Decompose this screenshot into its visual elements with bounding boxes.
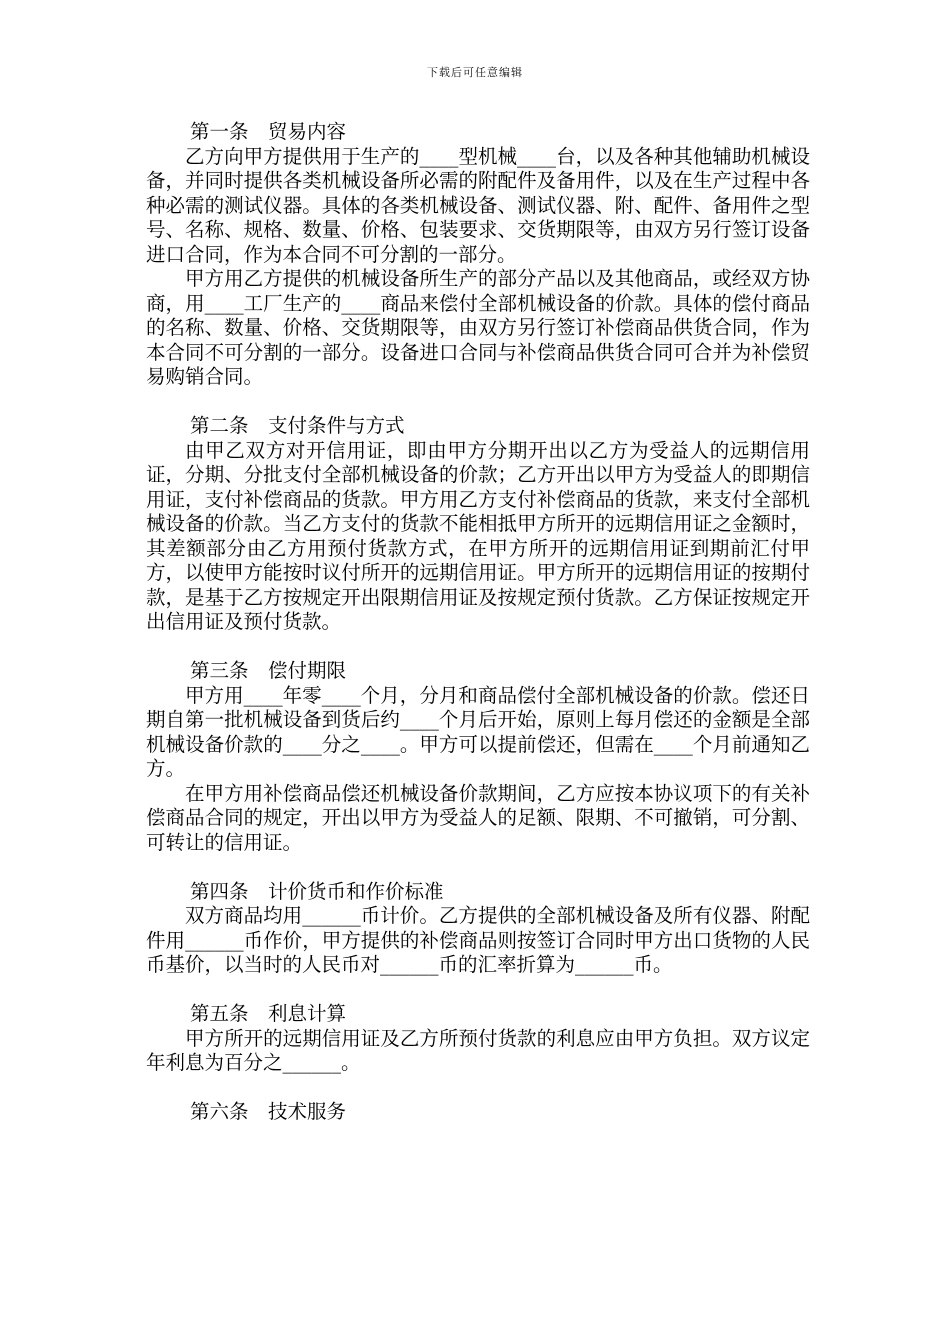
- article-heading: 第一条 贸易内容: [190, 120, 347, 143]
- article-3: [146, 659, 810, 855]
- article-paragraph: 由甲乙双方对开信用证，即由甲方分期开出以乙方为受益人的远期信用证，分期、分批支付全部机械设备的价款；乙方开出以甲方为受益人的即期信用证，支付补偿商品的货款。甲方用乙方支付补偿商品的货款，来支付全部机械设备的价款。当乙方支付的货款不能相抵甲方所开的远期信用证之金额时，其差额部分由乙方用预付货款方式，在甲方所开的远期信用证到期前汇付甲方，以使甲方能按时议付所开的远期信用证。甲方所开的远期信用证的按期付款，是基于乙方按规定开出限期信用证及按规定预付货款。乙方保证按规定开出信用证及预付货款。: [146, 438, 810, 633]
- article-heading: 第三条 偿付期限: [190, 659, 347, 682]
- spacer: [146, 855, 810, 880]
- article-paragraph: 双方商品均用______币计价。乙方提供的全部机械设备及所有仪器、附配件用______币作价，甲方提供的补偿商品则按签订合同时甲方出口货物的人民币基价，以当时的人民币对______币的汇率折算为______币。: [146, 904, 810, 976]
- article-2: [146, 414, 810, 635]
- article-heading: 第四条 计价货币和作价标准: [190, 879, 444, 903]
- spacer: [146, 978, 810, 1003]
- article-paragraph: 甲方用____年零____个月，分月和商品偿付全部机械设备的价款。偿还日期自第一批机械设备到货后约____个月后开始，原则上每月偿还的金额是全部机械设备价款的____分之____。甲方可以提前偿还，但需在____个月前通知乙方。: [146, 683, 810, 780]
- article-6: [146, 1100, 810, 1125]
- contract-body: [146, 120, 810, 1125]
- spacer: [146, 390, 810, 415]
- article-paragraph: 在甲方用补偿商品偿还机械设备价款期间，乙方应按本协议项下的有关补偿商品合同的规定，开出以甲方为受益人的足额、限期、不可撤销，可分割、可转让的信用证。: [146, 781, 810, 854]
- article-paragraph: 乙方向甲方提供用于生产的____型机械____台，以及各种其他辅助机械设备，并同时提供各类机械设备所必需的附配件及备用件，以及在生产过程中各种必需的测试仪器。具体的各类机械设备、测试仪器、附、配件、备用件之型号、名称、规格、数量、价格、包装要求、交货期限等，由双方另行签订设备进口合同，作为本合同不可分割的一部分。: [146, 144, 810, 266]
- article-1: [146, 120, 810, 390]
- spacer: [146, 1076, 810, 1101]
- article-4: [146, 880, 810, 978]
- article-paragraph: 甲方用乙方提供的机械设备所生产的部分产品以及其他商品，或经双方协商，用____工厂生产的____商品来偿付全部机械设备的价款。具体的偿付商品的名称、数量、价格、交货期限等，由双方另行签订补偿商品供货合同，作为本合同不可分割的一部分。设备进口合同与补偿商品供货合同可合并为补偿贸易购销合同。: [146, 267, 810, 388]
- article-heading: 第二条 支付条件与方式: [190, 414, 405, 437]
- spacer: [146, 635, 810, 660]
- article-heading: 第五条 利息计算: [190, 1002, 347, 1025]
- article-5: [146, 1002, 810, 1076]
- article-paragraph: 甲方所开的远期信用证及乙方所预付货款的利息应由甲方负担。双方议定年利息为百分之______。: [146, 1026, 810, 1074]
- article-heading: 第六条 技术服务: [190, 1100, 347, 1123]
- page-header: 下载后可任意编辑: [427, 66, 523, 79]
